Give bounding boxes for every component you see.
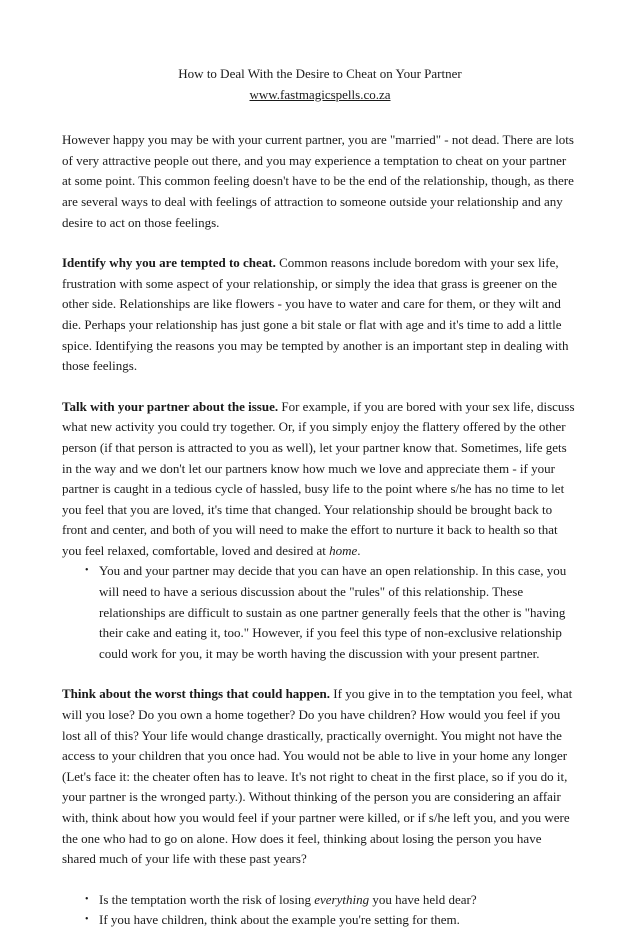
list-item-text: If you have children, think about the example you're setting for them. <box>99 912 460 928</box>
section-identify <box>62 253 578 377</box>
list-item <box>62 561 578 664</box>
emphasis-home: home <box>329 542 358 558</box>
bullet-icon: • <box>85 565 89 577</box>
website-link[interactable]: www.fastmagicspells.co.za <box>249 86 391 102</box>
section-worst-body: If you give in to the temptation you feel, what will you lose? Do you own a home together? Do you have children? How would you feel if you lost all of this? Your life would change drastically, practically overnight. You might not have the access to your children that you once had. You would not be able to live in your home any longer (Let's face it: the cheater often has to leave. It's not right to cheat in the first place, so if you do it, your partner is the wronged party.). Without thinking of the person you are considering an affair with, think about how you would feel if your partner were killed, or if s/he left you, and you were the one who had to go on alone. How does it feel, thinking about losing the person you have shared much of your life with these past years? <box>62 686 573 867</box>
list-item <box>62 910 578 931</box>
emphasis-everything: everything <box>314 891 370 907</box>
document-title: How to Deal With the Desire to Cheat on Your Partner <box>178 66 462 81</box>
list-item-text: You and your partner may decide that you can have an open relationship. In this case, you will need to have a serious discussion about the "rules" of this relationship. These relationships are difficult to sustain as one partner generally feels that the other is "having their cake and eating it, too." However, if you feel this type of non-exclusive relationship could work for you, it may be worth having the discussion with your present partner. <box>99 563 567 661</box>
section-talk-heading: Talk with your partner about the issue. <box>62 398 279 414</box>
list-item-text-pre: Is the temptation worth the risk of losing <box>99 891 315 907</box>
section-identify-body: Common reasons include boredom with your sex life, frustration with some aspect of your relationship, or simply the idea that grass is greener on the other side. Relationships are like flowers - you have to water and care for them, or they wilt and die. Perhaps your relationship has just gone a bit stale or flat with age and it's time to add a little spice. Identifying the reasons you may be tempted by another is an important step in dealing with those feelings. <box>62 255 569 374</box>
section-worst-heading: Think about the worst things that could happen. <box>62 686 331 702</box>
section-talk <box>62 397 578 562</box>
section-talk-body: For example, if you are bored with your sex life, discuss what new activity you could try together. Or, if you simply enjoy the flattery offered by the other person (if that person is attracted to you as well), let your partner know that. Sometimes, life gets in the way and we don't let our partners know how much we love and appreciate them - if your partner is caught in a tedious cycle of hassled, busy life to the point where s/he has no time to let you feel that you are loved, it's time that changed. Your relationship should be brought back to front and center, and both of you will need to make the effort to nurture it back to health so that you feel relaxed, comfortable, loved and desired at <box>62 398 575 558</box>
section-worst-bullets <box>62 890 578 931</box>
section-talk-bullets <box>62 561 578 664</box>
bullet-icon: • <box>85 914 89 926</box>
list-item <box>62 890 578 911</box>
website-url-line <box>62 85 578 106</box>
list-item-text-post: you have held dear? <box>369 891 477 907</box>
bullet-icon: • <box>85 893 89 905</box>
section-talk-tail: . <box>357 542 361 558</box>
section-identify-heading: Identify why you are tempted to cheat. <box>62 255 276 271</box>
section-worst <box>62 684 578 869</box>
intro-paragraph: However happy you may be with your current partner, you are "married" - not dead. There are lots of very attractive people out there, and you may experience a temptation to cheat on your partner at some point. This common feeling doesn't have to be the end of the relationship, though, as there are several ways to deal with feelings of attraction to someone outside your relationship and any desire to act on those feelings. <box>62 132 574 230</box>
